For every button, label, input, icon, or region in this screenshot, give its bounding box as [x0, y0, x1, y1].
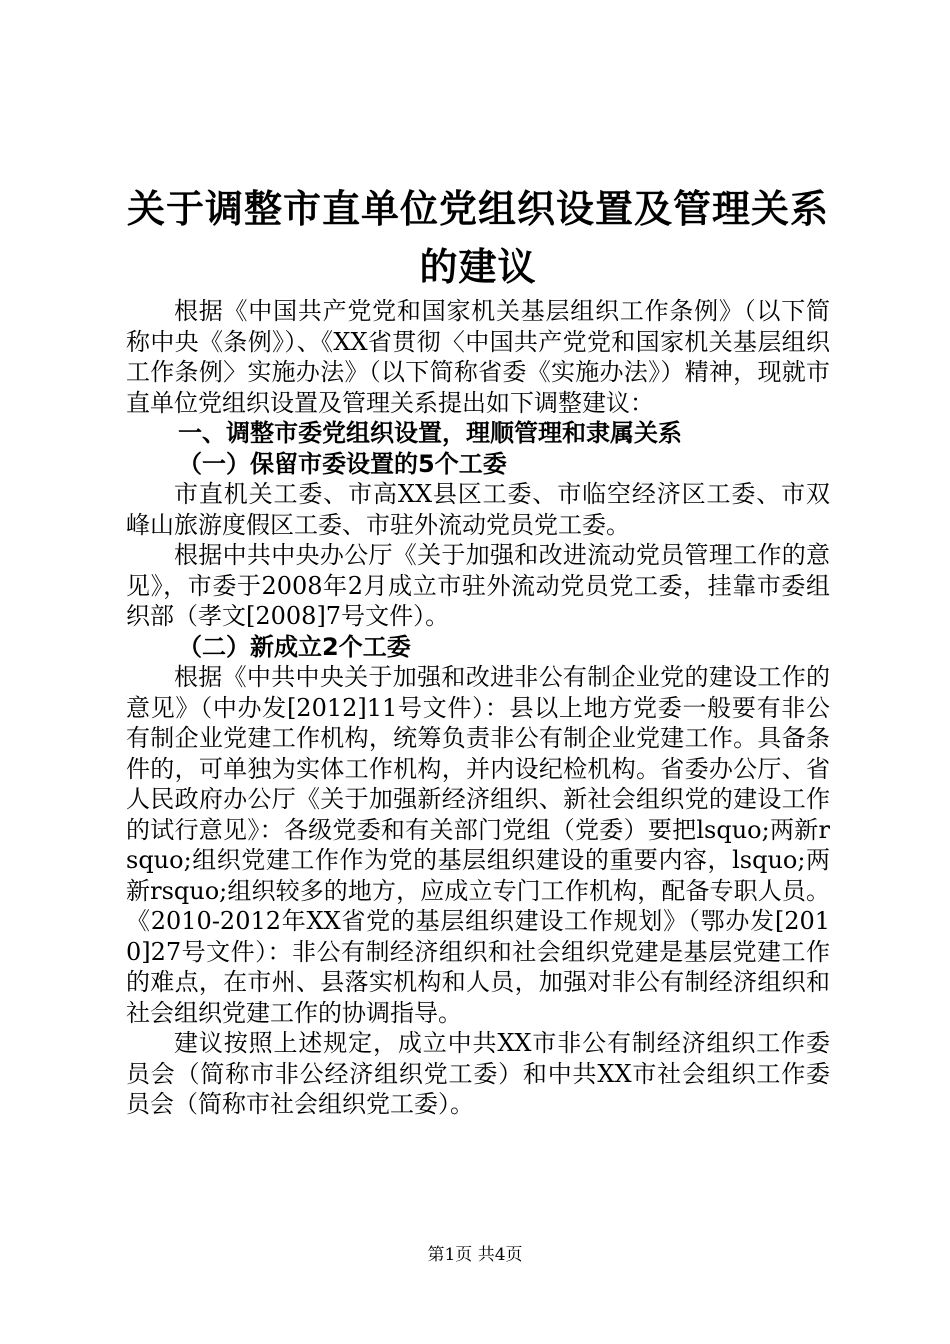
document-page: [126, 180, 830, 1120]
section-heading-1: 一、调整市委党组织设置，理顺管理和隶属关系: [178, 419, 682, 447]
subsection-1-paragraph-2: 根据中共中央办公厅《关于加强和改进流动党员管理工作的意见》，市委于2008年2月成立市驻外流动党员党工委，挂靠市委组织部（孝文[2008]7号文件）。: [126, 541, 830, 630]
subsection-1-paragraph-1: 市直机关工委、市高XX县区工委、市临空经济区工委、市双峰山旅游度假区工委、市驻外流动党员党工委。: [126, 480, 830, 539]
subsection-2-paragraph-2: 建议按照上述规定，成立中共XX市非公有制经济组织工作委员会（简称市非公经济组织党工委）和中共XX市社会组织工作委员会（简称市社会组织党工委）。: [126, 1029, 830, 1118]
page-footer: 第1页 共4页: [427, 1245, 523, 1265]
subsection-heading-2: （二）新成立2个工委: [178, 632, 411, 661]
document-title: 关于调整市直单位党组织设置及管理关系的建议: [126, 187, 829, 289]
subsection-heading-1: （一）保留市委设置的5个工委: [178, 449, 507, 478]
subsection-2-paragraph-1: 根据《中共中央关于加强和改进非公有制企业党的建设工作的意见》（中办发[2012]11号文件）：县以上地方党委一般要有非公有制企业党建工作机构，统筹负责非公有制企业党建工作。具备条件的，可单独为实体工作机构，并内设纪检机构。省委办公厅、省人民政府办公厅《关于加强新经济组织、新社会组织党的建设工作的试行意见》：各级党委和有关部门党组（党委）要把lsquo;两新rsquo;组织党建工作作为党的基层组织建设的重要内容，lsquo;两新rsquo;组织较多的地方，应成立专门工作机构，配备专职人员。《2010-2012年XX省党的基层组织建设工作规划》（鄂办发[2010]27号文件）：非公有制经济组织和社会组织党建是基层党建工作的难点，在市州、县落实机构和人员，加强对非公有制经济组织和社会组织党建工作的协调指导。: [126, 663, 830, 1027]
intro-paragraph: 根据《中国共产党党和国家机关基层组织工作条例》（以下简称中央《条例》）、《XX省贯彻〈中国共产党党和国家机关基层组织工作条例〉实施办法》（以下简称省委《实施办法》）精神，现就市直单位党组织设置及管理关系提出如下调整建议：: [126, 297, 830, 417]
